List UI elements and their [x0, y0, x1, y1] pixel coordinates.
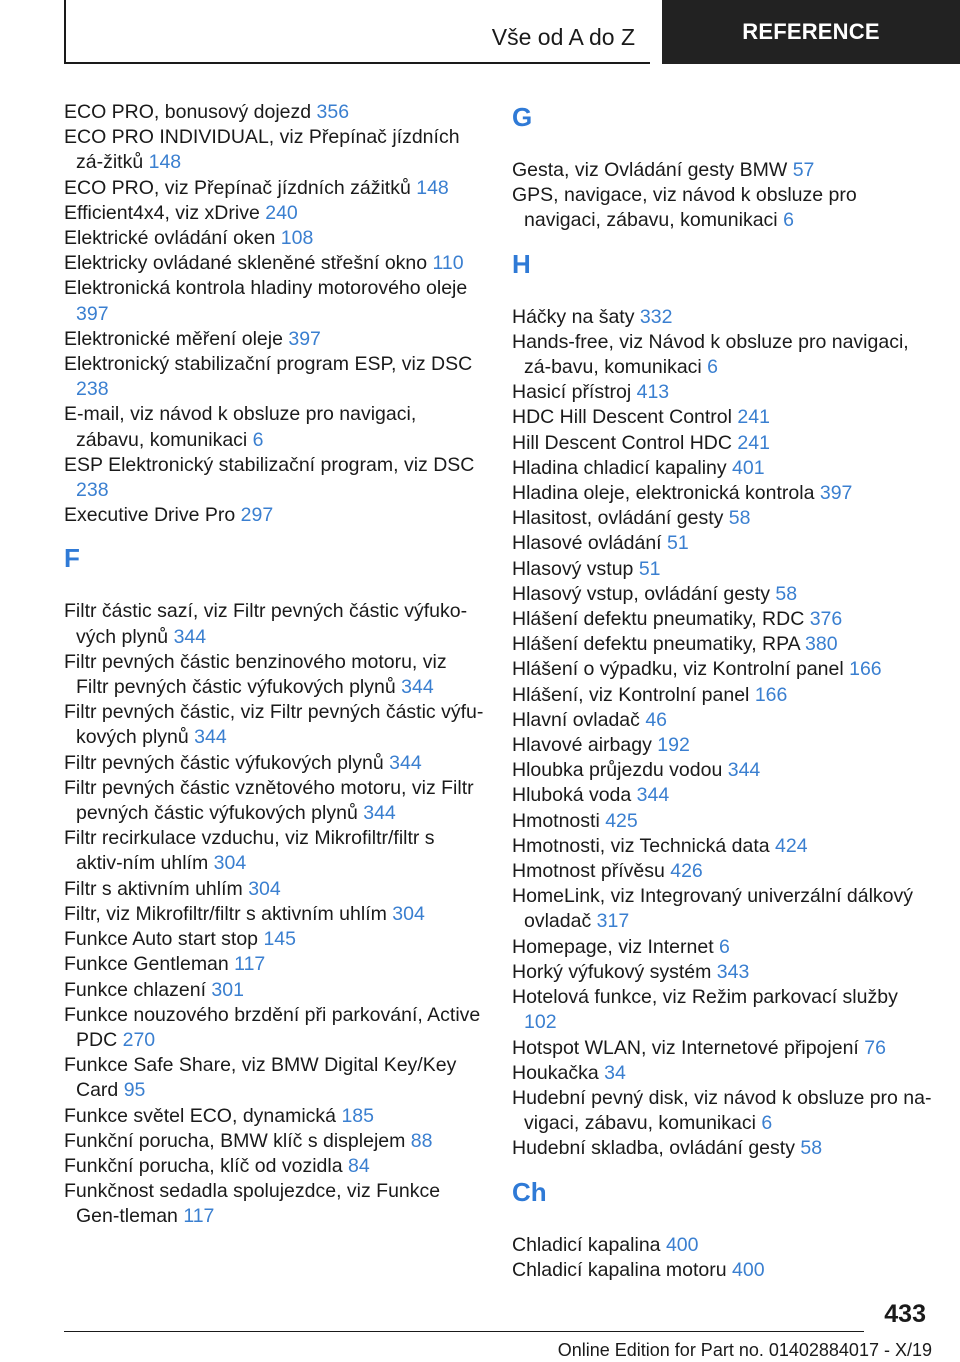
- entry-term: Chladicí kapalina: [512, 1233, 666, 1256]
- entry-term: Hlasový vstup: [512, 557, 639, 580]
- entry-term: Hlasové ovládání: [512, 532, 668, 555]
- page-link[interactable]: 58: [800, 1137, 823, 1160]
- page-link[interactable]: 344: [727, 759, 761, 782]
- page-link[interactable]: 425: [605, 809, 638, 832]
- page-link[interactable]: 185: [341, 1104, 374, 1127]
- index-entry: [512, 733, 932, 758]
- page-link[interactable]: 270: [122, 1028, 156, 1051]
- index-entry: [512, 960, 932, 985]
- entry-term: Funkční porucha, klíč od vozidla: [64, 1154, 348, 1177]
- entry-term: Elektronické měření oleje: [64, 327, 289, 350]
- entry-term: ECO PRO INDIVIDUAL, viz Přepínač jízdních zá‐žitků: [64, 126, 460, 174]
- index-entry: [512, 859, 932, 884]
- page-link[interactable]: 356: [316, 101, 350, 123]
- entry-term: Houkačka: [512, 1061, 605, 1084]
- chapter-tab: [662, 0, 960, 64]
- index-entry: [64, 877, 484, 902]
- page-link[interactable]: 88: [410, 1129, 433, 1152]
- page-link[interactable]: 6: [707, 356, 719, 379]
- page-link[interactable]: 344: [363, 802, 396, 825]
- index-entry: [512, 1258, 932, 1283]
- page-link[interactable]: 241: [737, 431, 770, 454]
- page-link[interactable]: 51: [667, 532, 689, 555]
- index-entry: [64, 176, 484, 201]
- entry-term: Hudební pevný disk, viz návod k obsluze pro na‐vigaci, zábavu, komunikaci: [512, 1086, 932, 1135]
- index-entry: [64, 826, 484, 876]
- page-link[interactable]: 343: [716, 960, 750, 983]
- index-entry: [64, 251, 484, 276]
- index-entry: [64, 226, 484, 251]
- header-bottom-rule: [64, 62, 650, 64]
- index-entry: [512, 657, 932, 682]
- index-entry: [64, 952, 484, 977]
- page-link[interactable]: 238: [76, 378, 109, 401]
- entry-term: Hotspot WLAN, viz Internetové připojení: [512, 1036, 865, 1059]
- entry-term: Háčky na šaty: [512, 305, 640, 328]
- page-link[interactable]: 145: [263, 928, 296, 951]
- entry-term: Hladina oleje, elektronická kontrola: [512, 482, 820, 505]
- entry-term: Hmotnosti, viz Technická data: [512, 834, 776, 857]
- section-title: Vše od A do Z: [491, 24, 635, 50]
- entry-term: Elektrické ovládání oken: [64, 227, 281, 250]
- page-link[interactable]: 192: [657, 734, 690, 757]
- page-link[interactable]: 58: [775, 582, 798, 605]
- index-entry: [64, 776, 484, 826]
- index-entry: [512, 431, 932, 456]
- index-entry: [64, 1053, 484, 1103]
- index-entry: [64, 453, 484, 503]
- index-entry: [64, 402, 484, 452]
- entry-term: Filtr částic sazí, viz Filtr pevných částic výfuko‐vých plynů: [64, 600, 468, 648]
- entry-term: Hlášení, viz Kontrolní panel: [512, 683, 755, 706]
- letter-heading: F: [64, 543, 80, 574]
- page-header: [0, 0, 960, 66]
- index-entry: [512, 557, 932, 582]
- index-entry: [512, 632, 932, 657]
- index-entry: [64, 201, 484, 226]
- index-entry: [512, 456, 932, 481]
- page-link[interactable]: 397: [819, 482, 853, 505]
- index-entry: [64, 503, 484, 528]
- page-link[interactable]: 344: [173, 625, 207, 648]
- index-column-left: [64, 100, 484, 1230]
- index-entry: [512, 531, 932, 556]
- entry-term: Hluboká voda: [512, 784, 637, 807]
- entry-term: Funkčnost sedadla spolujezdce, viz Funkce Gen‐tleman: [64, 1180, 441, 1228]
- page-link[interactable]: 148: [148, 151, 182, 174]
- index-entry: [64, 352, 484, 402]
- entry-term: Hlasový vstup, ovládání gesty: [512, 582, 776, 605]
- index-entry: [512, 1061, 932, 1086]
- entry-term: Executive Drive Pro: [64, 504, 241, 527]
- page-link[interactable]: 344: [636, 784, 670, 807]
- page-link[interactable]: 238: [76, 479, 109, 502]
- index-entry: [64, 751, 484, 776]
- entry-term: Hlášení o výpadku, viz Kontrolní panel: [512, 658, 850, 681]
- letter-heading: Ch: [512, 1176, 547, 1207]
- index-entry: [512, 1136, 932, 1161]
- entry-term: ESP Elektronický stabilizační program, viz DSC: [64, 453, 475, 476]
- index-entry: [512, 884, 932, 934]
- index-entry: [512, 683, 932, 708]
- index-entry: [512, 935, 932, 960]
- page-link[interactable]: 166: [754, 683, 788, 706]
- entry-term: Hlášení defektu pneumatiky, RDC: [512, 608, 810, 631]
- index-entry: [64, 927, 484, 952]
- entry-term: Hotelová funkce, viz Režim parkovací služby: [512, 986, 898, 1009]
- page-link[interactable]: 380: [805, 633, 838, 656]
- index-entry: [64, 978, 484, 1003]
- index-entry: [64, 1104, 484, 1129]
- entry-term: Efficient4x4, viz xDrive: [64, 201, 266, 224]
- index-column-right: [512, 100, 932, 1283]
- index-entry: [64, 650, 484, 700]
- index-entry: [64, 1003, 484, 1053]
- page-link[interactable]: 413: [636, 381, 670, 404]
- entry-term: Funkční porucha, BMW klíč s displejem: [64, 1129, 411, 1152]
- entry-term: Chladicí kapalina motoru: [512, 1258, 733, 1281]
- index-entry: [512, 809, 932, 834]
- entry-term: E-mail, viz návod k obsluze pro navigaci, zábavu, komunikaci: [64, 403, 417, 451]
- page-link[interactable]: 304: [248, 877, 281, 900]
- page-link[interactable]: 46: [645, 708, 668, 731]
- index-entry: [512, 582, 932, 607]
- entry-term: Hlavní ovladač: [512, 708, 646, 731]
- index-entry: [512, 330, 932, 380]
- page-link[interactable]: 332: [639, 305, 673, 328]
- index-entry: [64, 125, 484, 175]
- index-entry: [64, 100, 484, 125]
- footer-rule: [64, 1331, 864, 1332]
- index-entry: [64, 1129, 484, 1154]
- page-link[interactable]: 240: [265, 201, 298, 224]
- page-link[interactable]: 317: [596, 910, 630, 933]
- index-entry: [64, 1154, 484, 1179]
- entry-term: Funkce Safe Share, viz BMW Digital Key/Key Card: [64, 1054, 457, 1102]
- entry-term: Filtr pevných částic vznětového motoru, viz Filtr pevných částic výfukových plynů: [64, 776, 474, 825]
- page-link[interactable]: 6: [719, 935, 730, 958]
- entry-term: Filtr pevných částic, viz Filtr pevných částic výfu‐kových plynů: [64, 701, 484, 749]
- page-link[interactable]: 117: [234, 953, 266, 976]
- index-entry: [64, 599, 484, 649]
- page-link[interactable]: 166: [849, 658, 882, 681]
- page-number: 433: [884, 1300, 926, 1328]
- page-link[interactable]: 304: [213, 852, 247, 875]
- entry-term: Elektronický stabilizační program ESP, viz DSC: [64, 353, 473, 376]
- index-entry: [512, 305, 932, 330]
- entry-term: Filtr, viz Mikrofiltr/filtr s aktivním uhlím: [64, 902, 393, 925]
- page-link[interactable]: 376: [809, 608, 843, 631]
- entry-term: Elektricky ovládané skleněné střešní okno: [64, 252, 433, 275]
- index-entry: [64, 700, 484, 750]
- page-link[interactable]: 57: [792, 159, 815, 181]
- page-link[interactable]: 401: [732, 456, 765, 479]
- index-entry: [512, 158, 932, 183]
- index-entry: [512, 834, 932, 859]
- page-link[interactable]: 76: [864, 1036, 886, 1059]
- entry-term: Funkce Auto start stop: [64, 928, 264, 951]
- page-link[interactable]: 344: [194, 726, 227, 749]
- entry-term: Hmotnost přívěsu: [512, 860, 671, 883]
- entry-term: ECO PRO, viz Přepínač jízdních zážitků: [64, 176, 417, 199]
- entry-term: HDC Hill Descent Control: [512, 406, 738, 429]
- entry-term: Filtr recirkulace vzduchu, viz Mikrofiltr/filtr s aktiv‐ním uhlím: [64, 827, 435, 875]
- entry-term: Filtr pevných částic benzinového motoru, viz Filtr pevných částic výfukových plynů: [64, 650, 447, 699]
- entry-term: Hlášení defektu pneumatiky, RPA: [512, 633, 806, 656]
- page-link[interactable]: 148: [416, 176, 449, 199]
- index-entry: [64, 276, 484, 326]
- page-link[interactable]: 6: [252, 428, 264, 451]
- entry-term: Funkce chlazení: [64, 978, 212, 1001]
- page-link[interactable]: 301: [211, 978, 244, 1001]
- entry-term: Hlasitost, ovládání gesty: [512, 507, 729, 530]
- index-entry: [512, 607, 932, 632]
- page-link[interactable]: 241: [737, 406, 770, 429]
- entry-term: Hloubka průjezdu vodou: [512, 759, 728, 782]
- entry-term: Hill Descent Control HDC: [512, 431, 738, 454]
- index-entry: [512, 783, 932, 808]
- index-entry: [512, 1233, 932, 1258]
- entry-term: Hlavové airbagy: [512, 734, 658, 757]
- entry-term: Hands-free, viz Návod k obsluze pro navigaci, zá‐bavu, komunikaci: [512, 330, 909, 379]
- entry-term: Elektronická kontrola hladiny motorového oleje: [64, 277, 468, 300]
- page-link[interactable]: 6: [783, 209, 794, 232]
- index-entry: [512, 758, 932, 783]
- page-link[interactable]: 424: [775, 834, 808, 857]
- page-link[interactable]: 400: [732, 1258, 765, 1281]
- entry-term: ECO PRO, bonusový dojezd: [64, 101, 317, 123]
- page-link[interactable]: 344: [401, 676, 434, 699]
- index-entry: [512, 985, 932, 1035]
- chapter-tab-label: REFERENCE: [742, 19, 880, 44]
- edition-note: Online Edition for Part no. 01402884017 - X/19: [557, 1340, 932, 1360]
- index-entry: [512, 1086, 932, 1136]
- page-link[interactable]: 6: [761, 1112, 773, 1135]
- entry-term: Hmotnosti: [512, 809, 606, 832]
- letter-heading: G: [512, 102, 533, 132]
- index-entry: [512, 183, 932, 233]
- index-entry: [512, 506, 932, 531]
- index-entry: [512, 481, 932, 506]
- entry-term: Filtr s aktivním uhlím: [64, 877, 249, 900]
- entry-term: Horký výfukový systém: [512, 960, 717, 983]
- index-entry: [64, 1179, 484, 1229]
- page-link[interactable]: 117: [183, 1205, 215, 1228]
- page-link[interactable]: 95: [123, 1079, 146, 1102]
- page-link[interactable]: 397: [288, 327, 321, 350]
- entry-term: Funkce světel ECO, dynamická: [64, 1104, 342, 1127]
- entry-term: Hudební skladba, ovládání gesty: [512, 1137, 801, 1160]
- page-link[interactable]: 110: [432, 252, 464, 275]
- entry-term: Homepage, viz Internet: [512, 935, 720, 958]
- page-link[interactable]: 108: [280, 227, 314, 250]
- entry-term: HomeLink, viz Integrovaný univerzální dálkový ovladač: [512, 885, 914, 933]
- page-link[interactable]: 102: [524, 1011, 557, 1034]
- entry-term: GPS, navigace, viz návod k obsluze pro navigaci, zábavu, komunikaci: [512, 184, 857, 232]
- letter-heading: H: [512, 248, 531, 279]
- page-link[interactable]: 34: [604, 1061, 626, 1084]
- page-link[interactable]: 344: [389, 751, 422, 774]
- page-link[interactable]: 400: [665, 1233, 699, 1256]
- page-link[interactable]: 426: [670, 860, 703, 883]
- entry-term: Funkce nouzového brzdění při parkování, Active PDC: [64, 1003, 481, 1051]
- index-entry: [64, 327, 484, 352]
- index-entry: [512, 405, 932, 430]
- index-entry: [64, 902, 484, 927]
- header-left-rule: [64, 0, 66, 64]
- page-link[interactable]: 58: [728, 507, 751, 530]
- page-link[interactable]: 84: [347, 1154, 370, 1177]
- page-link[interactable]: 397: [76, 302, 109, 325]
- index-entry: [512, 380, 932, 405]
- entry-term: Filtr pevných částic výfukových plynů: [64, 751, 390, 774]
- page-link[interactable]: 297: [240, 504, 274, 527]
- entry-term: Funkce Gentleman: [64, 953, 235, 976]
- index-entry: [512, 708, 932, 733]
- index-entry: [512, 1036, 932, 1061]
- entry-term: Hasicí přístroj: [512, 381, 637, 404]
- entry-term: Hladina chladicí kapaliny: [512, 456, 733, 479]
- page-link[interactable]: 304: [392, 902, 425, 925]
- page-link[interactable]: 51: [638, 557, 661, 580]
- entry-term: Gesta, viz Ovládání gesty BMW: [512, 159, 793, 181]
